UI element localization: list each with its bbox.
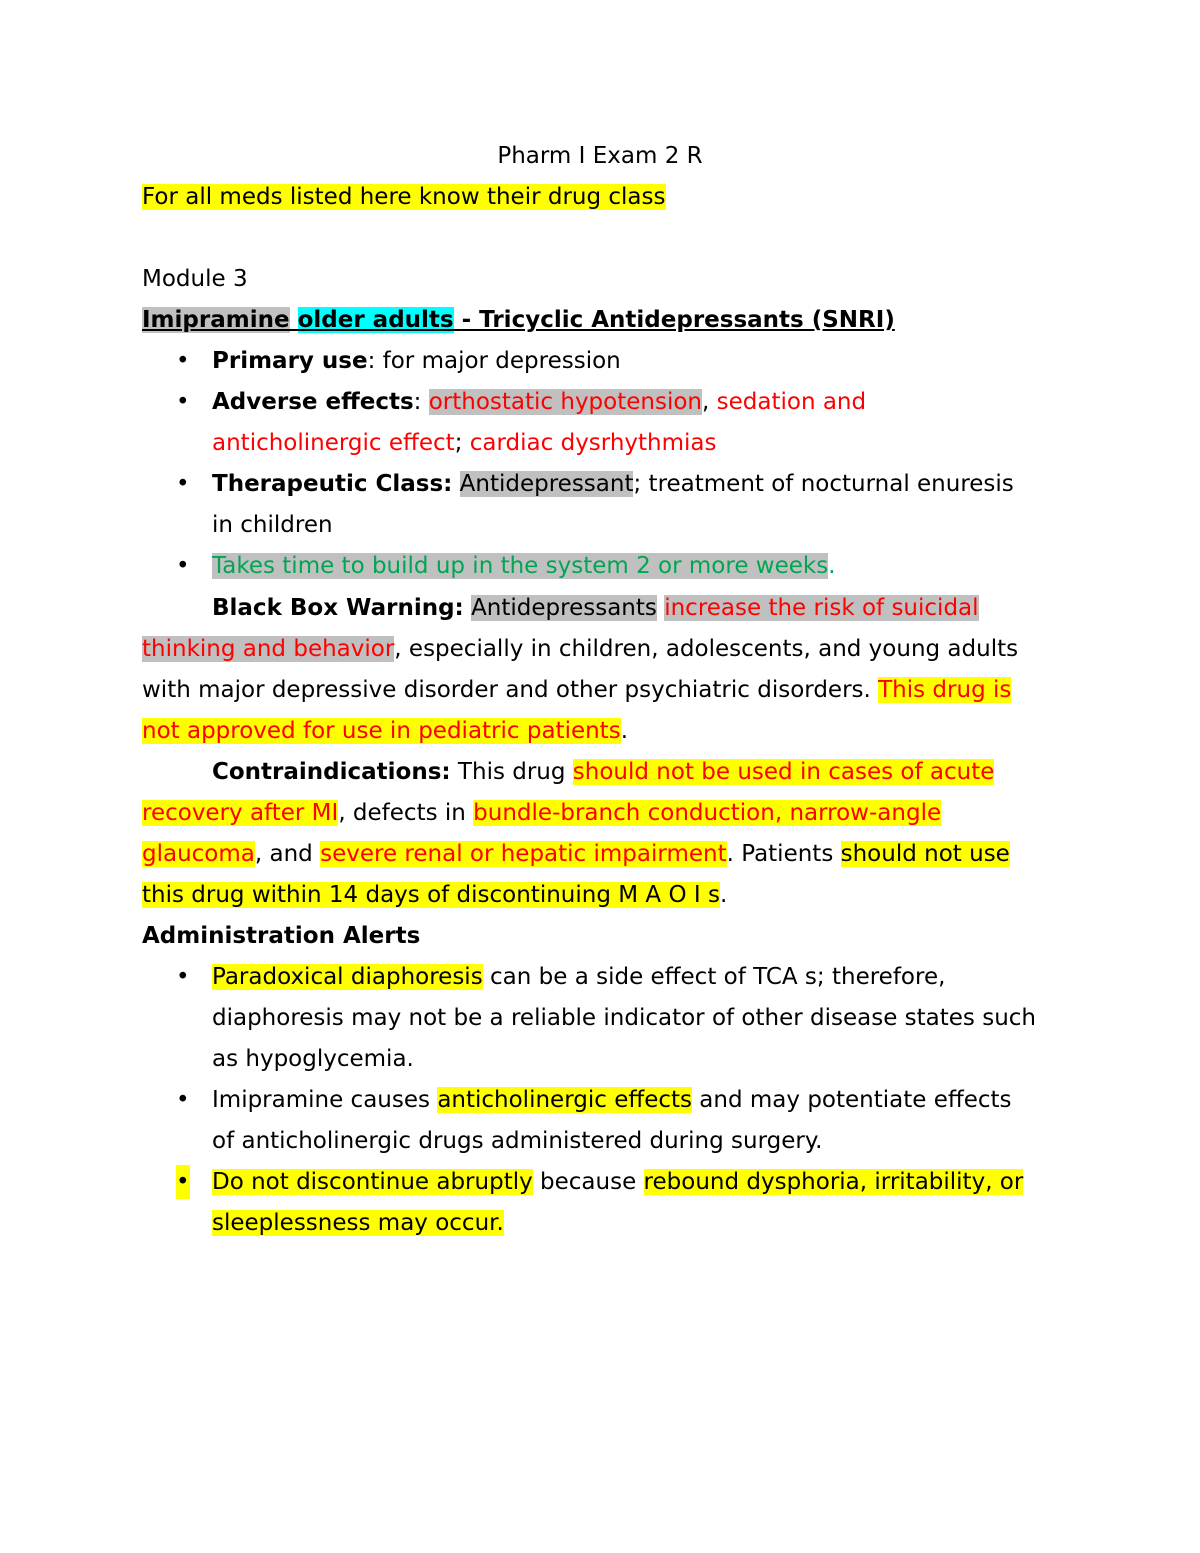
alert-item-1: Paradoxical diaphoresis can be a side effect of TCA s; therefore, (212, 964, 946, 990)
contraindications: Contraindications: This drug should not be used in cases of acute (212, 759, 995, 785)
alert-item-1-cont: diaphoresis may not be a reliable indicator of other disease states such (212, 1005, 1037, 1031)
therapeutic-class-item-cont: in children (212, 512, 333, 538)
adverse-effects-item-cont: anticholinergic effect; cardiac dysrhythmias (212, 430, 717, 456)
drug-name: Imipramine (142, 307, 290, 333)
intro-note: For all meds listed here know their drug class (142, 184, 666, 210)
therapeutic-class-item: Therapeutic Class: Antidepressant; treatment of nocturnal enuresis (212, 471, 1014, 497)
alert-item-2: Imipramine causes anticholinergic effects and may potentiate effects (212, 1087, 1012, 1113)
alert-item-1-cont: as hypoglycemia. (212, 1046, 414, 1072)
bullet-icon: • (176, 471, 190, 497)
adverse-effects-item: Adverse effects: orthostatic hypotension, sedation and (212, 389, 867, 415)
black-box-warning-cont: not approved for use in pediatric patients. (142, 718, 628, 744)
bullet-icon: • (176, 1087, 190, 1113)
bullet-icon: • (176, 964, 190, 990)
drug-population: older adults (297, 307, 454, 333)
bullet-icon: • (176, 348, 190, 374)
contraindications-cont: glaucoma, and severe renal or hepatic impairment. Patients should not use (142, 841, 1010, 867)
drug-heading (142, 303, 895, 337)
bullet-icon: • (176, 553, 190, 579)
contraindications-cont: this drug within 14 days of discontinuing M A O I s. (142, 882, 728, 908)
drug-class: - Tricyclic Antidepressants (SNRI) (461, 307, 895, 333)
document-title: Pharm I Exam 2 R (497, 143, 703, 169)
admin-alerts-heading: Administration Alerts (142, 923, 421, 949)
alert-item-2-cont: of anticholinergic drugs administered during surgery. (212, 1128, 823, 1154)
black-box-warning: Black Box Warning: Antidepressants increase the risk of suicidal (212, 595, 979, 621)
bullet-icon: • (176, 1165, 190, 1199)
alert-item-3: Do not discontinue abruptly because rebound dysphoria, irritability, or (212, 1169, 1024, 1195)
bullet-icon: • (176, 389, 190, 415)
contraindications-cont: recovery after MI, defects in bundle-branch conduction, narrow-angle (142, 800, 942, 826)
primary-use-item: Primary use: for major depression (212, 348, 621, 374)
alert-item-3-cont: sleeplessness may occur. (212, 1210, 504, 1236)
build-up-item: Takes time to build up in the system 2 or more weeks. (212, 553, 836, 579)
black-box-warning-cont: thinking and behavior, especially in children, adolescents, and young adults (142, 636, 1019, 662)
module-heading: Module 3 (142, 266, 248, 292)
black-box-warning-cont: with major depressive disorder and other psychiatric disorders. This drug is (142, 677, 1012, 703)
